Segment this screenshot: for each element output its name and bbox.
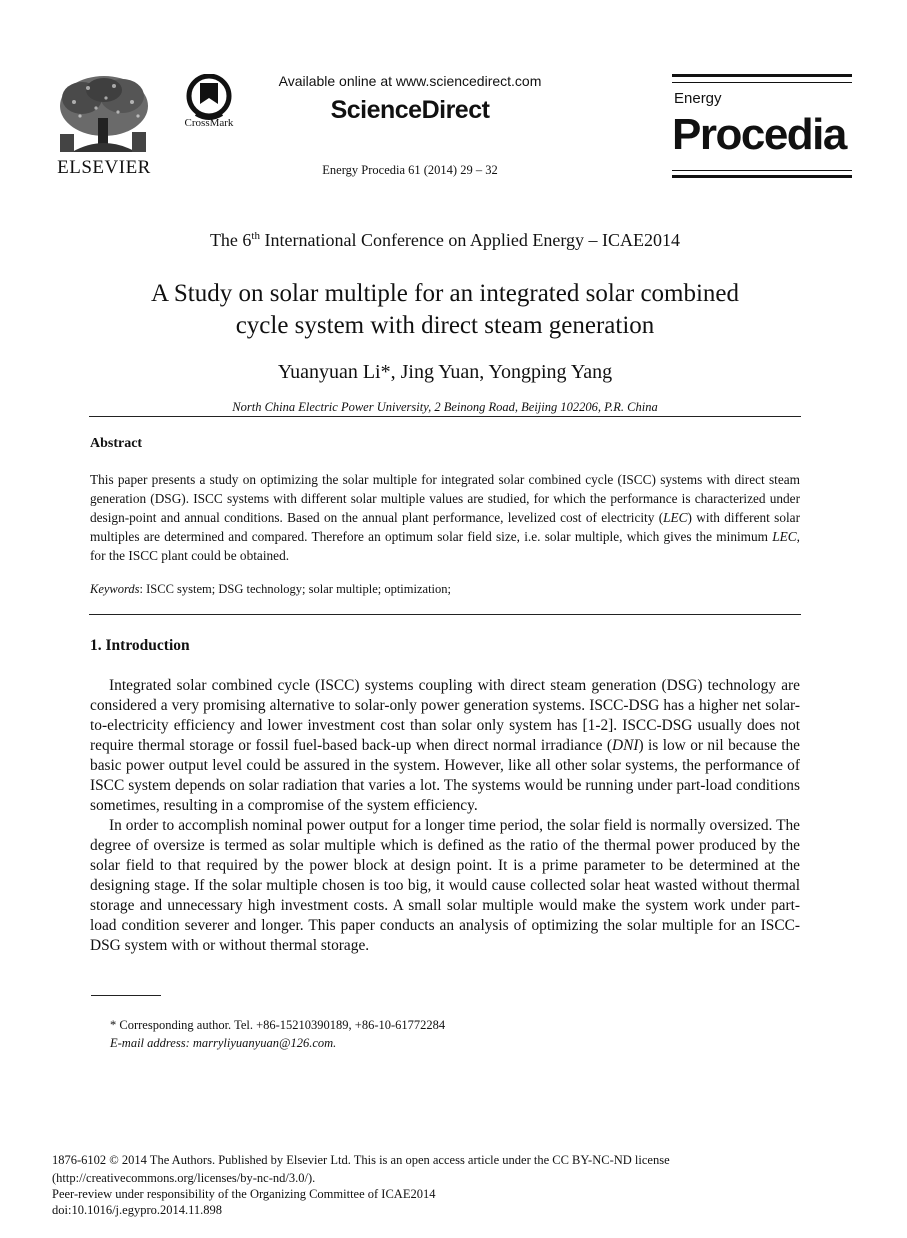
crossmark-label: CrossMark [184,117,234,129]
title-line: cycle system with direct steam generation [235,312,655,339]
license-url[interactable]: (http://creativecommons.org/licenses/by-nc-nd/3.0/). [52,1171,316,1185]
keywords-text: : ISCC system; DSG technology; solar multiple; optimization; [139,582,451,596]
abstract-part: , for the ISCC plant could be obtained. [90,529,800,563]
abstract-part: ) with different solar multiples are determined and compared. Therefore an optimum solar field size, i.e. solar multiple, which gives the minimum [90,510,800,544]
abstract-term: LEC [663,510,688,525]
affiliation: North China Electric Power University, 2 Beinong Road, Beijing 102206, P.R. China [232,400,658,414]
doi[interactable]: doi:10.1016/j.egypro.2014.11.898 [52,1203,223,1217]
journal-name-top: Energy [674,90,722,107]
author-email[interactable]: E-mail address: marryliyuanyuan@126.com. [110,1036,337,1050]
abstract-text [90,470,800,565]
publisher-name: ELSEVIER [57,157,151,178]
journal-citation: Energy Procedia 61 (2014) 29 – 32 [322,163,498,177]
abstract-part: This paper presents a study on optimizing the solar multiple for integrated solar combined cycle (ISCC) systems with direct steam generation (DSG). ISCC systems with different solar multiple values are studied, for which the performance is characterized under design-point and annual conditions. Based on the annual plant performance, levelized cost of electricity ( [90,472,800,525]
conference-name [90,230,800,251]
paragraph [90,676,800,816]
conference-prefix: The 6 [209,230,252,250]
logo-rule [672,170,852,171]
footnote-rule [91,995,161,996]
available-online: Available online at www.sciencedirect.com [278,73,542,89]
peer-review-line: Peer-review under responsibility of the Organizing Committee of ICAE2014 [52,1187,436,1201]
abstract-heading: Abstract [90,436,143,451]
title-line: A Study on solar multiple for an integrated solar combined [150,280,740,307]
introduction-body [90,676,800,956]
section-heading: 1. Introduction [90,637,190,654]
divider [89,416,801,417]
journal-logo [672,74,852,179]
keywords [90,582,800,597]
license-link[interactable] [52,1171,852,1186]
corresponding-author: * Corresponding author. Tel. +86-15210390189, +86-10-61772284 [110,1018,446,1032]
logo-rule [672,74,852,77]
divider [89,614,801,615]
journal-name-main: Procedia [672,110,846,159]
logo-rule [672,82,852,83]
paragraph-text: ) is low or nil because the basic power output level could be assured in the system. However, like all other solar systems, the performance of ISCC system depends on solar radiation that varies a lot. The systems would be running under part-load conditions sometimes, resulting in a compromise of the system efficiency. [90,737,801,814]
conference-suffix: International Conference on Applied Energy – ICAE2014 [259,230,681,250]
license-line: 1876-6102 © 2014 The Authors. Published by Elsevier Ltd. This is an open access article under the CC BY-NC-ND license [52,1153,670,1167]
sciencedirect-logo: ScienceDirect [330,96,490,124]
paper-title [90,278,800,342]
paragraph: In order to accomplish nominal power output for a longer time period, the solar field is normally oversized. The degree of oversize is termed as solar multiple which is defined as the ratio of the thermal power produced by the solar field to that required by the power block at design point. It is a prime parameter to be determined at the designing stage. If the solar multiple chosen is too big, it would cause collected solar heat wasted without thermal storage and unnecessary high investment costs. A small solar multiple would make the system work under part-load condition severer and longer. This paper conducts an analysis of optimizing the solar multiple for an ISCC-DSG system with or without thermal storage. [90,817,800,954]
authors: Yuanyuan Li*, Jing Yuan, Yongping Yang [277,361,613,383]
abstract-term: LEC [772,529,797,544]
conference-superscript: th [251,230,260,242]
paragraph-text: Integrated solar combined cycle (ISCC) systems coupling with direct steam generation (DSG) technology are considered a very promising alternative to solar-only power generation systems. ISCC-DSG has a higher net solar-to-electricity efficiency and lower investment cost than solar only system has [1-2]. ISCC-DSG usually does not require thermal storage or fossil fuel-based back-up when direct normal irradiance ( [90,677,800,754]
logo-rule [672,175,852,178]
keywords-label: Keywords [90,582,140,596]
paragraph-term: DNI [611,737,639,754]
